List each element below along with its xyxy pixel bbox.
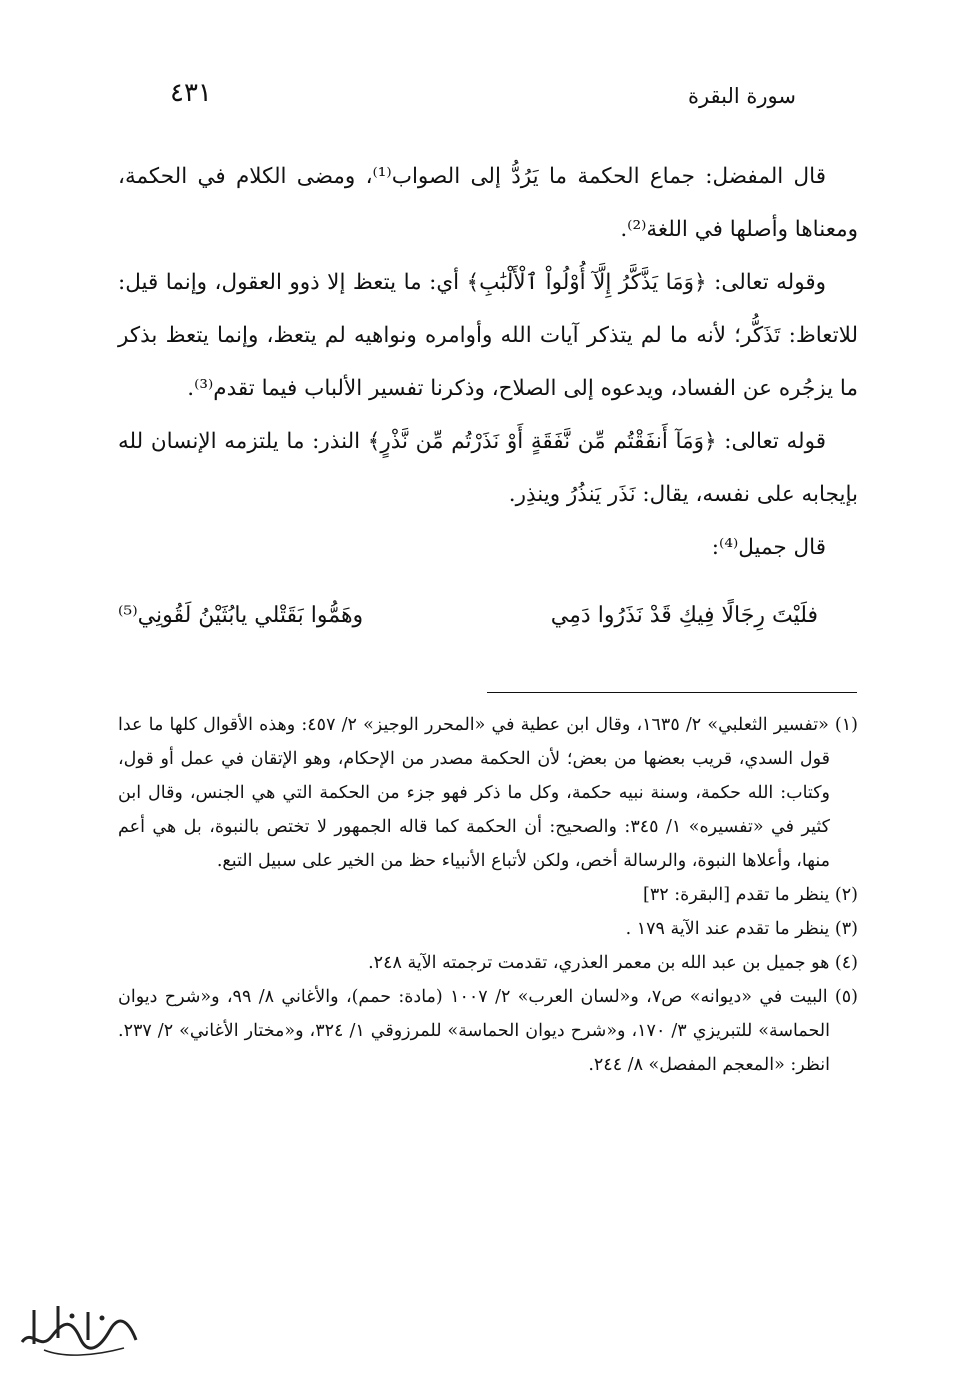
paragraph-1: قال المفضل: جماع الحكمة ما يَرُدُّ إلى الصواب⁽¹⁾، ومضى الكلام في الحكمة، ومعناها وأصلها في اللغة⁽²⁾. [118,164,858,242]
paragraph-2: وقوله تعالى: ﴿وَمَا يَذَّكَّرُ إِلَّآ أُوْلُواْ ٱلْأَلْبَٰبِ﴾ أي: ما يتعظ إلا ذوو العقول، وإنما قيل: للاتعاظ: تَذَكُّر؛ لأنه ما لم يتذكر آيات الله وأوامره ونواهيه لم يتعظ، وإنما يتعظ بذكر ما يزجُره عن الفساد، ويدعوه إلى الصلاح، وذكرنا تفسير الألباب فيما تقدم⁽³⁾. [118,270,858,401]
paragraph-4: قال جميل⁽⁴⁾: [711,535,826,560]
verse-hemistich-1: فلَيْتَ رِجَالًا فِيكِ قَدْ نَذَرُوا دَمِي [550,603,818,628]
main-text [118,150,858,574]
footnote-divider [487,692,857,693]
surah-title: سورة البقرة [687,84,796,108]
page-number: ٤٣١ [170,78,212,108]
footnotes [118,708,858,1082]
footnote-2: (٢) ينظر ما تقدم [البقرة: ٣٢] [642,885,858,905]
footnote-5: (٥) البيت في «ديوانه» ص٧، و«لسان العرب» ٢/ ١٠٠٧ (مادة: حمم)، والأغاني ٨/ ٩٩، و«شرح ديوان الحماسة» للتبريزي ٣/ ١٧٠، و«شرح ديوان الحماسة» للمرزوقي ١/ ٣٢٤، و«مختار الأغاني» ٢/ ٢٣٧. انظر: «المعجم المفصل» ٨/ ٢٤٤. [118,987,858,1075]
footnote-1: (١) «تفسير الثعلبي» ٢/ ١٦٣٥، وقال ابن عطية في «المحرر الوجيز» ٢/ ٤٥٧: وهذه الأقوال كلها ما عدا قول السدي، قريب بعضها من بعض؛ لأن الحكمة مصدر من الإحكام، وهو الإتقان في عمل أو قول، وكتاب: الله حكمة، وسنة نبيه حكمة، وكل ما ذكر فهو جزء من الحكمة التي هي الجنس، وقال ابن كثير في «تفسيره» ١/ ٣٤٥: والصحيح: أن الحكمة كما قاله الجمهور لا تختص بالنبوة، بل هي أعم منها، وأعلاها النبوة، والرسالة أخص، ولكن لأتباع الأنبياء حظ من الخير على سبيل التبع. [118,715,858,871]
page-header [170,78,796,118]
verse-hemistich-2: وهَمُّوا بَقَتْلي يابُثَيْنُ لَقُونِي⁽⁵⁾ [118,603,364,628]
footnote-3: (٣) ينظر ما تقدم عند الآية ١٧٩ . [625,919,858,939]
paragraph-3: قوله تعالى: ﴿وَمَآ أَنفَقْتُم مِّن نَّفَقَةٍ أَوْ نَذَرْتُم مِّن نَّذْرٍ﴾ النذر: ما يلتزمه الإنسان لله بإيجابه على نفسه، يقال: نَذَر يَنذُرُ وينذِر. [118,429,858,507]
calligraphy-logo-icon [14,1290,142,1360]
footnote-4: (٤) هو جميل بن عبد الله بن معمر العذري، تقدمت ترجمته الآية ٢٤٨. [368,953,858,973]
